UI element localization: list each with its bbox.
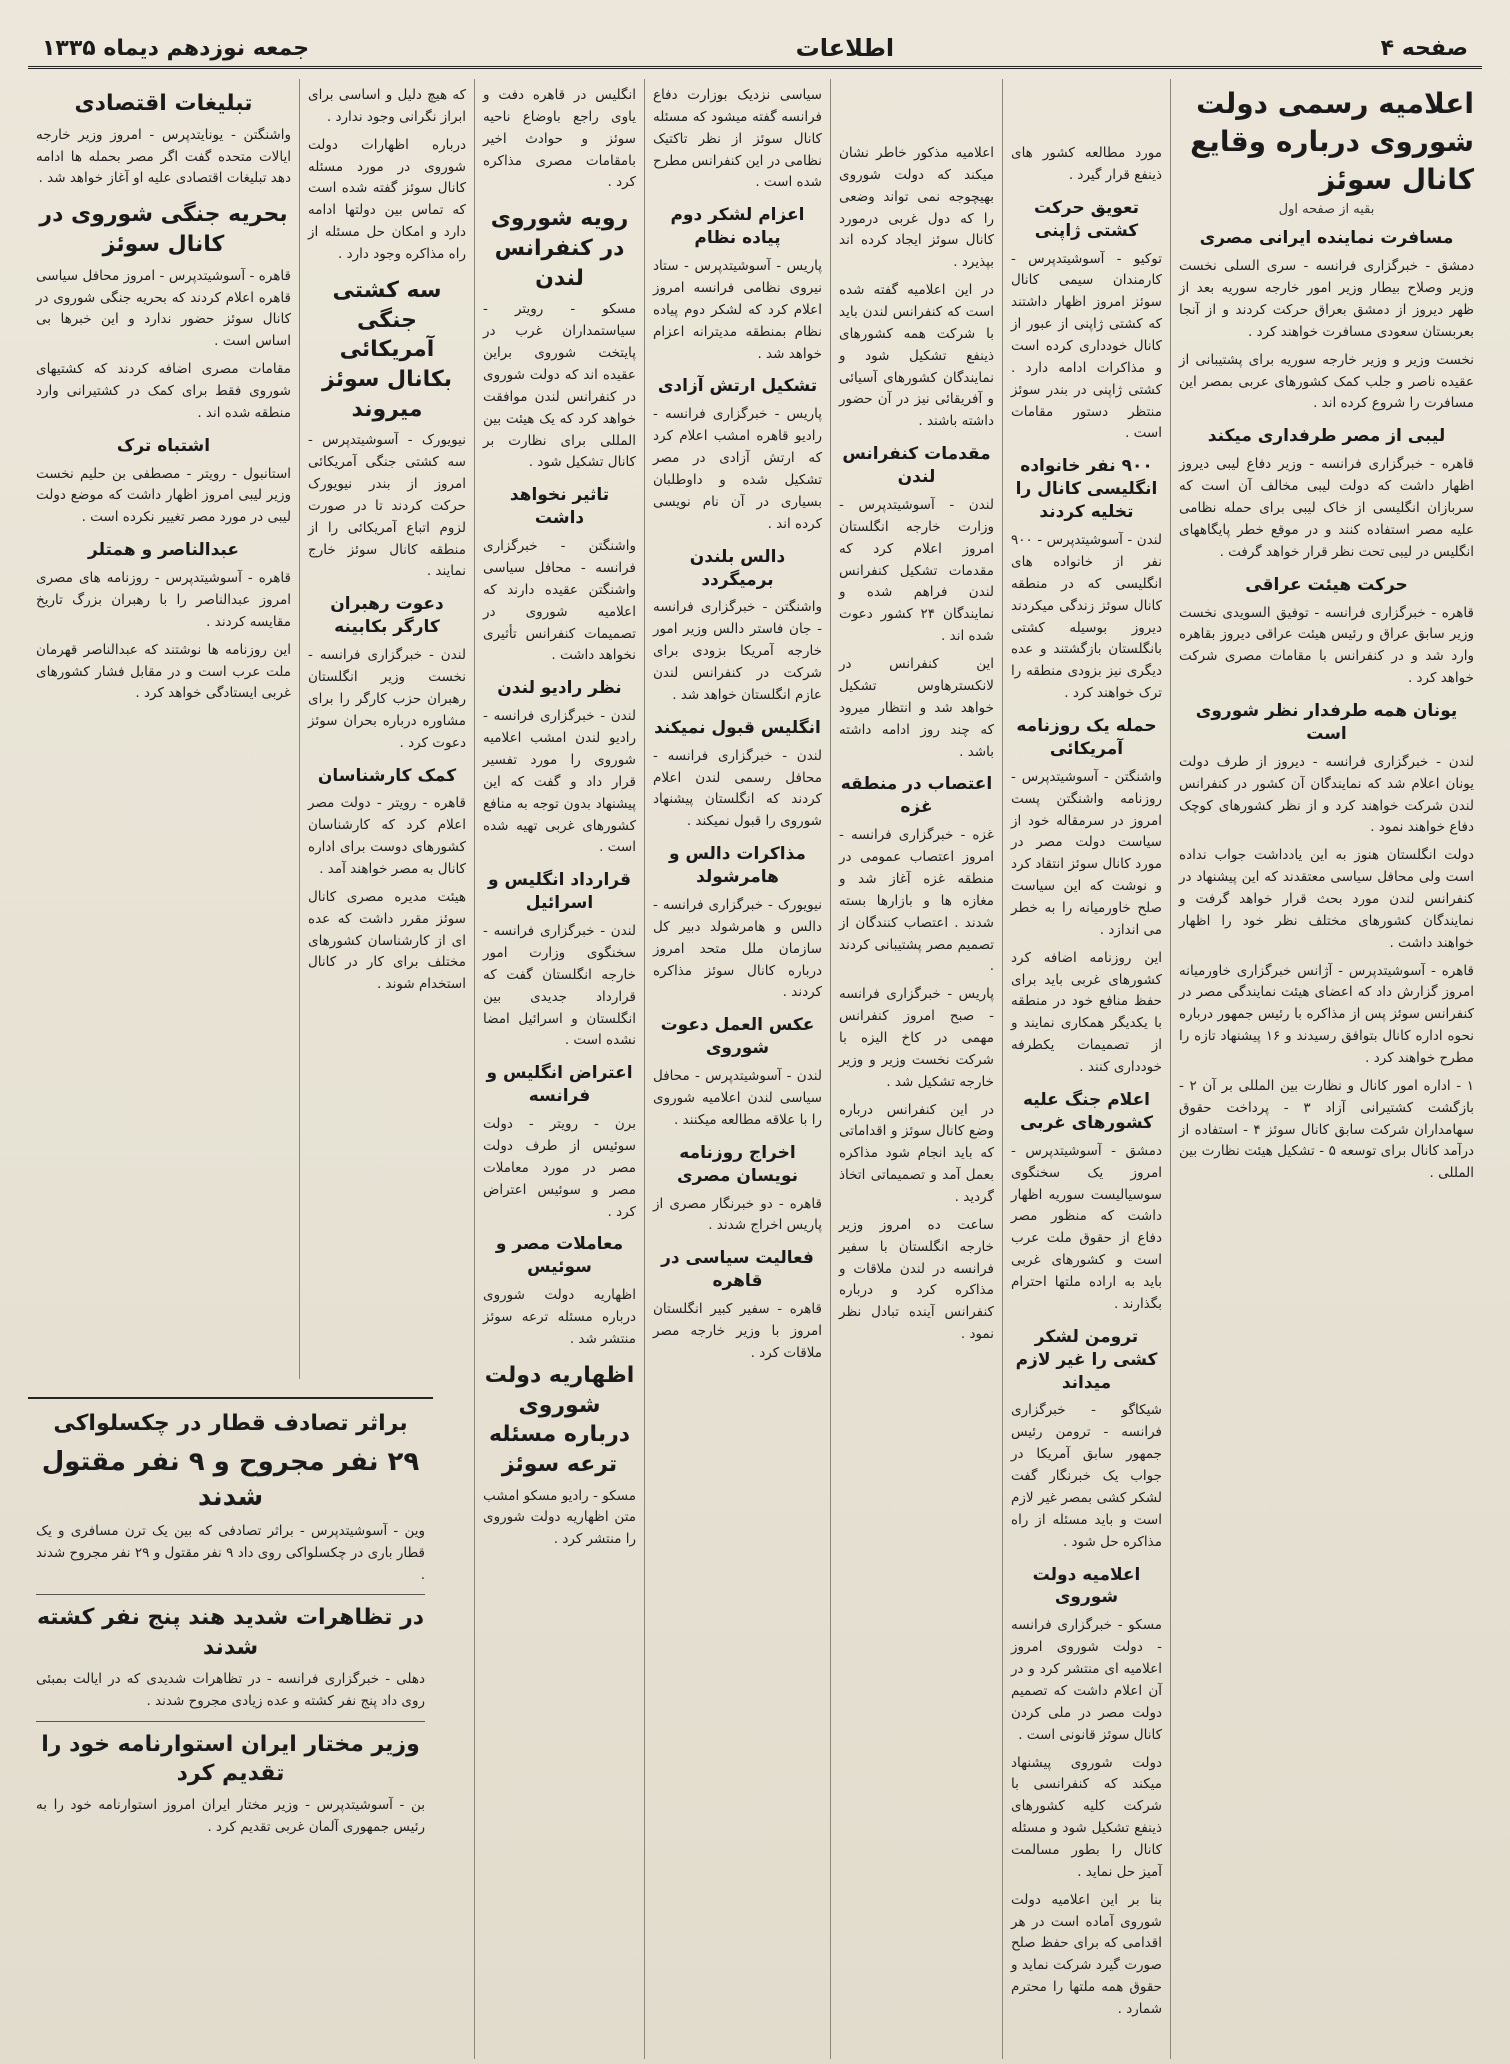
article-text: ۱ - اداره امور کانال و نظارت بین المللی بر آن ۲ - بازگشت کشتیرانی آزاد ۳ - پرداخت حقوق سهامداران شرکت سابق کانال سوئز ۴ - استفاده از درآمد کانال برای توسعه ۵ - تشکیل هیئت نظارت بین المللی . — [1179, 1077, 1475, 1182]
article-text: واشنگتن - یونایتدپرس - امروز وزیر خارجه ایالات متحده گفت اگر مصر بحمله ها ادامه دهد تبلیغات اقتصادی علیه او آغاز خواهد شد . — [36, 126, 291, 187]
article-text: شیکاگو - خبرگزاری فرانسه - ترومن رئیس جمهور سابق آمریکا در جواب یک خبرنگار گفت لشکر کشی بمصر غیر لازم است و باید مسئله از راه مذاکره حل شود . — [1011, 1402, 1162, 1550]
article-text: نیویورک - خبرگزاری فرانسه - دالس و هامرشولد دبیر کل سازمان ملل متحد امروز درباره کانال سوئز مذاکره کردند . — [653, 896, 822, 1001]
article-headline: عکس العمل دعوت شوروی — [660, 1015, 815, 1059]
article-headline: اعتصاب در منطقه غزه — [840, 774, 993, 818]
article-text: لندن - خبرگزاری فرانسه - محافل رسمی لندن اعلام کردند که انگلستان پیشنهاد شوروی را قبول نمیکند . — [653, 747, 822, 830]
article-text: هیئت مدیره مصری کانال سوئز مقرر داشت که عده ای از کارشناسان کشورهای مختلف برای کار در کانال استخدام شوند . — [308, 888, 466, 993]
article-text: غزه - خبرگزاری فرانسه - امروز اعتصاب عمومی در منطقه غزه آغاز شد و مغازه ها و بازارها بسته شدند . اعتصاب کنندگان از تصمیم مصر پشتیبانی کردند . — [839, 827, 994, 975]
article-text: قاهره - آسوشیتدپرس - امروز محافل سیاسی قاهره اعلام کردند که بحریه جنگی شوروی در کانال سوئز حضور ندارد و این خبرها بی اساس است . — [36, 267, 291, 350]
article-headline: لیبی از مصر طرفداری میکند — [1207, 426, 1446, 447]
column-5 — [474, 79, 644, 2059]
newspaper-name: اطلاعات — [795, 34, 895, 62]
article-text: مورد مطالعه کشور های ذینفع قرار گیرد . — [1011, 145, 1162, 183]
article-headline: اشتباه ترک — [116, 435, 211, 456]
article-text: مسکو - خبرگزاری فرانسه - دولت شوروی امروز اعلامیه ای منتشر کرد و در آن اعلام داشت که تصمیم دولت مصر در ملی کردن کانال سوئز قانونی است . — [1011, 1617, 1162, 1743]
article-headline: اعتراض انگلیس و فرانسه — [486, 1063, 633, 1107]
article-headline: عبدالناصر و همتلر — [88, 540, 239, 561]
column-7 — [28, 79, 299, 1379]
article-text: وین - آسوشیتدپرس - براثر تصادفی که بین یک ترن مسافری و یک قطار باری در چکسلواکی روی داد ۹ نفر مقتول و ۲۹ نفر مجروح شدند . — [36, 1522, 426, 1583]
article-text: لندن - خبرگزاری فرانسه - سخنگوی وزارت امور خارجه انگلستان گفت که قرارداد جدیدی بین انگلستان و اسرائیل امضا نشده است . — [483, 923, 636, 1049]
article-text: قاهره - سفیر کبیر انگلستان امروز با وزیر خارجه مصر ملاقات کرد . — [653, 1301, 822, 1361]
article-text: در این اعلامیه گفته شده است که کنفرانس لندن باید با شرکت همه کشورهای ذینفع تشکیل شود و نمایندگان کشورهای آسیائی و آفریقائی نیز در آن حضور داشته باشند . — [839, 282, 994, 430]
divider — [36, 1594, 425, 1595]
bottom-news-column — [28, 1405, 433, 1845]
masthead — [28, 30, 1482, 69]
article-headline: انگلیس قبول نمیکند — [654, 717, 821, 738]
article-headline: اعلام جنگ علیه کشورهای غربی — [1019, 1089, 1154, 1133]
article-headline: ۲۹ نفر مجروح و ۹ نفر مقتول شدند — [41, 1446, 420, 1512]
article-headline: اعلامیه دولت شوروی — [1032, 1564, 1141, 1608]
article-text: واشنگتن - خبرگزاری فرانسه - جان فاستر دالس وزیر امور خارجه آمریکا بزودی برای شرکت در کنفرانس لندن عازم انگلستان خواهد شد . — [653, 599, 822, 703]
article-text: دمشق - آسوشیتدپرس - امروز یک سخنگوی سوسیالیست سوریه اظهار داشت که منظور مصر دفاع از حقوق ملت عرب است و کشورهای غربی باید به اراده ملتها احترام بگذارند . — [1011, 1142, 1162, 1312]
article-headline: اعزام لشکر دوم پیاده نظام — [670, 205, 805, 249]
article-headline: یونان همه طرفدار نظر شوروی است — [1195, 700, 1458, 744]
article-text: مسکو - رویتر - سیاستمداران غرب در پایتخت شوروی براین عقیده اند که دولت شوروی در کنفرانس لندن موافقت خواهد کرد که یک هیئت بین المللی برای نظارت بر کانال تشکیل شود . — [483, 301, 636, 471]
article-text: لندن - آسوشیتدپرس - وزارت خارجه انگلستان امروز اعلام کرد که مقدمات تشکیل کنفرانس لندن فراهم شده و نمایندگان ۲۴ کشور دعوت شده اند . — [839, 497, 994, 645]
column-1 — [1170, 79, 1482, 2059]
article-text: نیویورک - آسوشیتدپرس - سه کشتی جنگی آمریکائی امروز از بندر نیویورک حرکت کردند تا در صورت لزوم اتباع آمریکائی را از منطقه کانال سوئز خارج نمایند . — [308, 432, 466, 580]
article-text: ساعت ده امروز وزیر خارجه انگلستان با سفیر فرانسه در لندن ملاقات و مذاکره کرد و درباره کنفرانس آینده تبادل نظر نمود . — [839, 1216, 994, 1343]
article-headline: تعویق حرکت کشتی ژاپنی — [1034, 197, 1139, 241]
article-headline: در تظاهرات شدید هند پنج نفر کشته شدند — [36, 1605, 425, 1661]
article-headline: اظهاریه دولت شوروی درباره مسئله ترعه سوئز — [484, 1362, 635, 1477]
article-headline: نظر رادیو لندن — [497, 678, 622, 699]
article-headline: معاملات مصر و سوئیس — [495, 1234, 624, 1278]
article-headline: براثر تصادف قطار در چکسلواکی — [53, 1411, 408, 1436]
article-headline: کمک کارشناسان — [317, 765, 457, 786]
article-text: در این کنفرانس درباره وضع کانال سوئز و اقداماتی که باید انجام شود مذاکره بعمل آمد و تصمیماتی اتخاذ گردید . — [839, 1101, 994, 1205]
article-text: پاریس - آسوشیتدپرس - ستاد نیروی نظامی فرانسه امروز اعلام کرد که لشکر دوم پیاده نظام بمنطقه مدیترانه اعزام خواهد شد . — [653, 258, 822, 362]
article-text: قاهره - خبرگزاری فرانسه - توفیق السویدی نخست وزیر سابق عراق و رئیس هیئت عراقی دیروز بقاهره وارد شد و در کنفرانس با مقامات مصری شرکت خواهد کرد . — [1179, 604, 1474, 687]
article-headline: ۹۰۰ نفر خانواده انگلیسی کانال را تخلیه کردند — [1015, 456, 1158, 523]
article-text: دهلی - خبرگزاری فرانسه - در تظاهرات شدیدی که در ایالت بمبئی روی داد پنج نفر کشته و عده زیادی مجروح شدند . — [36, 1670, 425, 1709]
article-headline: اخراج روزنامه نویسان مصری — [677, 1142, 798, 1186]
article-headline: دعوت رهبران کارگر بکابینه — [330, 594, 444, 638]
article-text: لندن - خبرگزاری فرانسه - دیروز از طرف دولت یونان اعلام شد که نمایندگان آن کشور در کنفرانس لندن شرکت خواهند کرد و از نظر کشورهای کوچک دفاع خواهند نمود . — [1179, 753, 1474, 836]
article-headline: وزیر مختار ایران استوارنامه خود را تقدیم کرد — [41, 1731, 420, 1787]
article-headline: مذاکرات دالس و هامرشولد — [669, 844, 806, 888]
column-6 — [299, 79, 474, 1379]
article-text: قاهره - خبرگزاری فرانسه - وزیر دفاع لیبی دیروز اظهار داشت که دولت لیبی مخالف آن است که سربازان انگلیسی از خاک لیبی برای حمله نظامی علیه مصر استفاده کنند و در موقع خطر پایگاههای انگلیس در لیبی تحت نظر قرار خواهد گرفت . — [1179, 456, 1474, 560]
article-headline: بحریه جنگی شوروی در کانال سوئز — [39, 202, 288, 257]
column-3 — [830, 79, 1002, 2059]
bottom-news-box — [28, 1397, 433, 1845]
column-4 — [644, 79, 830, 2059]
article-text: قاهره - رویتر - دولت مصر اعلام کرد که کارشناسان کشورهای دوست برای اداره کانال به مصر خواهند آمد . — [308, 795, 466, 878]
article-headline: رویه شوروی در کنفرانس لندن — [490, 206, 629, 291]
article-headline: تشکیل ارتش آزادی — [657, 376, 818, 397]
article-headline: مقدمات کنفرانس لندن — [842, 444, 991, 488]
article-text: مسکو - رادیو مسکو امشب متن اظهاریه دولت شوروی را منتشر کرد . — [483, 1487, 636, 1548]
article-headline: تاثیر نخواهد داشت — [509, 485, 610, 529]
issue-date: جمعه نوزدهم دیماه ۱۳۳۵ — [42, 35, 310, 61]
article-text: نخست وزیر و وزیر خارجه سوریه برای پشتیبانی از عقیده ناصر و جلب کمک کشورهای عربی بمصر این مسافرت را شروع کرده اند . — [1179, 351, 1474, 412]
article-text: دمشق - خبرگزاری فرانسه - سری السلی نخست وزیر وصلاح بیطار وزیر امور خارجه سوریه بعد از ظهر دیروز از دمشق بعراق حرکت کردند و از آنجا بعربستان سعودی مسافرت خواهند کرد . — [1179, 258, 1474, 340]
article-text: استانبول - رویتر - مصطفی بن حلیم نخست وزیر لیبی امروز اظهار داشت که موضع دولت لیبی در مورد مصر تغییر نکرده است . — [36, 465, 291, 526]
article-text: لندن - آسوشیتدپرس - محافل سیاسی لندن اعلامیه شوروی را با علاقه مطالعه میکنند . — [653, 1068, 822, 1128]
article-text: لندن - خبرگزاری فرانسه - نخست وزیر انگلستان رهبران حزب کارگر را برای مشاوره درباره بحران سوئز دعوت کرد . — [308, 647, 466, 751]
article-text: بن - آسوشیتدپرس - وزیر مختار ایران امروز استوارنامه خود را به رئیس جمهوری آلمان غربی تقدیم کرد . — [36, 1796, 425, 1835]
article-headline: حمله یک روزنامه آمریکائی — [1016, 716, 1157, 759]
article-headline: تبلیغات اقتصادی — [74, 91, 253, 116]
article-text: درباره اظهارات دولت شوروی در مورد مسئله کانال سوئز گفته شده است که تماس بین دولتها ادامه دارد و امکان حل مسئله از راه مذاکره وجود دارد . — [308, 136, 466, 263]
main-headline: اعلامیه رسمی دولت شوروی درباره وقایع کانال سوئز — [1190, 87, 1474, 196]
article-text: بنا بر این اعلامیه دولت شوروی آماده است در هر اقدامی که برای حفظ صلح صورت گیرد شرکت نماید و حقوق همه ملتها را محترم شمارد . — [1011, 1891, 1162, 2017]
article-text: که هیچ دلیل و اساسی برای ابراز نگرانی وجود ندارد . — [308, 87, 466, 125]
divider — [36, 1721, 425, 1722]
article-headline: حرکت هیئت عراقی — [1245, 574, 1408, 595]
article-text: دولت انگلستان هنوز به این یادداشت جواب نداده است ولی محافل سیاسی معتقدند که این پیشنهاد در کنفرانس لندن مورد بحث قرار خواهد گرفت و نمایندگان کشورهای مختلف نظر خود را اظهار خواهند داشت . — [1179, 847, 1474, 951]
article-text: این روزنامه اضافه کرد کشورهای غربی باید برای حفظ منافع خود در منطقه با یکدیگر همکاری نمایند و از تصمیمات یکطرفه خودداری کنند . — [1011, 949, 1162, 1076]
article-text: این کنفرانس در لانکسترهاوس تشکیل خواهد شد و انتظار میرود که چند روز ادامه داشته باشد . — [839, 656, 994, 760]
article-text: دولت شوروی پیشنهاد میکند که کنفرانسی با شرکت کلیه کشورهای ذینفع تشکیل شود و مسئله کانال را بطور مسالمت آمیز حل نماید . — [1011, 1754, 1162, 1880]
article-headline: سه کشتی جنگی آمریکائی بکانال سوئز میروند — [322, 277, 452, 422]
article-text: واشنگتن - آسوشیتدپرس - روزنامه واشنگتن پست امروز در سرمقاله خود از سیاست دولت مصر در مورد کانال سوئز انتقاد کرد و نوشت که این سیاست صلح خاورمیانه را به خطر می اندازد . — [1011, 768, 1162, 938]
article-text: قاهره - آسوشیتدپرس - روزنامه های مصری امروز عبدالناصر را با رهبران بزرگ تاریخ مقایسه کردند . — [36, 570, 291, 630]
article-headline: مسافرت نماینده ایرانی مصری — [1199, 228, 1454, 249]
article-text: واشنگتن - خبرگزاری فرانسه - محافل سیاسی واشنگتن عقیده دارند که اعلامیه شوروی در تصمیمات کنفرانس تأثیری نخواهد داشت . — [483, 538, 636, 664]
article-headline: فعالیت سیاسی در قاهره — [661, 1248, 814, 1292]
column-2 — [1002, 79, 1170, 2059]
continued-note: بقیه از صفحه اول — [1278, 202, 1375, 218]
articles-area — [28, 79, 1482, 2059]
article-headline: ترومن لشکر کشی را غیر لازم میداند — [1015, 1326, 1158, 1393]
article-text: برن - رویتر - دولت سوئیس از طرف دولت مصر در مورد معاملات مصر و سوئیس اعتراض کرد . — [483, 1116, 636, 1220]
article-headline: دالس بلندن برمیگردد — [689, 546, 786, 590]
article-text: اظهاریه دولت شوروی درباره مسئله ترعه سوئز منتشر شد . — [483, 1287, 636, 1348]
article-text: این روزنامه ها نوشتند که عبدالناصر قهرمان ملت عرب است و در مقابل فشار کشورهای غربی ایستادگی خواهد کرد . — [36, 641, 291, 702]
article-text: لندن - آسوشیتدپرس - ۹۰۰ نفر از خانواده های انگلیسی که در منطقه کانال سوئز زندگی میکردند دیروز بوسیله کشتی بانگلستان بازگشتند و عده دیگری نیز بزودی منطقه را ترک خواهند کرد . — [1011, 532, 1162, 702]
article-headline: قرارداد انگلیس و اسرائیل — [487, 870, 631, 914]
page-number: صفحه ۴ — [1380, 35, 1468, 61]
article-text: قاهره - دو خبرنگار مصری از پاریس اخراج شدند . — [653, 1195, 822, 1234]
article-text: لندن - خبرگزاری فرانسه - رادیو لندن امشب اعلامیه شوروی را مورد تفسیر قرار داد و گفت که این پیشنهاد بدون توجه به منافع کشورهای غربی تهیه شده است . — [483, 708, 636, 856]
article-text: توکیو - آسوشیتدپرس - کارمندان سیمی کانال سوئز امروز اظهار داشتند که کشتی ژاپنی از عبور از کانال خودداری کرده است و مذاکرات ادامه دارد . کشتی ژاپنی در بندر سوئز منتظر دستور مقامات است . — [1011, 250, 1162, 442]
article-text: قاهره - آسوشیتدپرس - آژانس خبرگزاری خاورمیانه امروز گزارش داد که اعضای هیئت نمایندگی مصر در کنفرانس سوئز پس از مذاکره با رئیس جمهور درباره نحوه اداره کانال بتوافق رسیدند و ۱۶ پیشنهاد تازه را مطرح خواهند کرد . — [1179, 962, 1475, 1066]
article-text: سیاسی نزدیک بوزارت دفاع فرانسه گفته میشود که مسئله کانال سوئز از نظر تاکتیک نظامی در این کنفرانس مطرح شده است . — [653, 87, 822, 191]
article-text: پاریس - خبرگزاری فرانسه - رادیو قاهره امشب اعلام کرد که ارتش آزادی در مصر تشکیل شده و داوطلبان بسیاری در آن نام نویسی کرده اند . — [653, 406, 822, 532]
article-text: مقامات مصری اضافه کردند که کشتیهای شوروی فقط برای کمک در کشتیرانی وارد منطقه شده اند . — [36, 361, 291, 421]
article-text: اعلامیه مذکور خاطر نشان میکند که دولت شوروی بهیچوجه نمی تواند وضعی را که دول غربی درمورد کانال سوئز ایجاد کرده اند بپذیرد . — [839, 145, 994, 271]
article-text: انگلیس در قاهره دفت و یاوی راجع باوضاع ناحیه سوئز و حوادث اخیر بامقامات مصری مذاکره کرد . — [483, 87, 636, 191]
article-text: پاریس - خبرگزاری فرانسه - صبح امروز کنفرانس مهمی در کاخ الیزه با شرکت نخست وزیر و وزیر خارجه تشکیل شد . — [839, 986, 994, 1090]
